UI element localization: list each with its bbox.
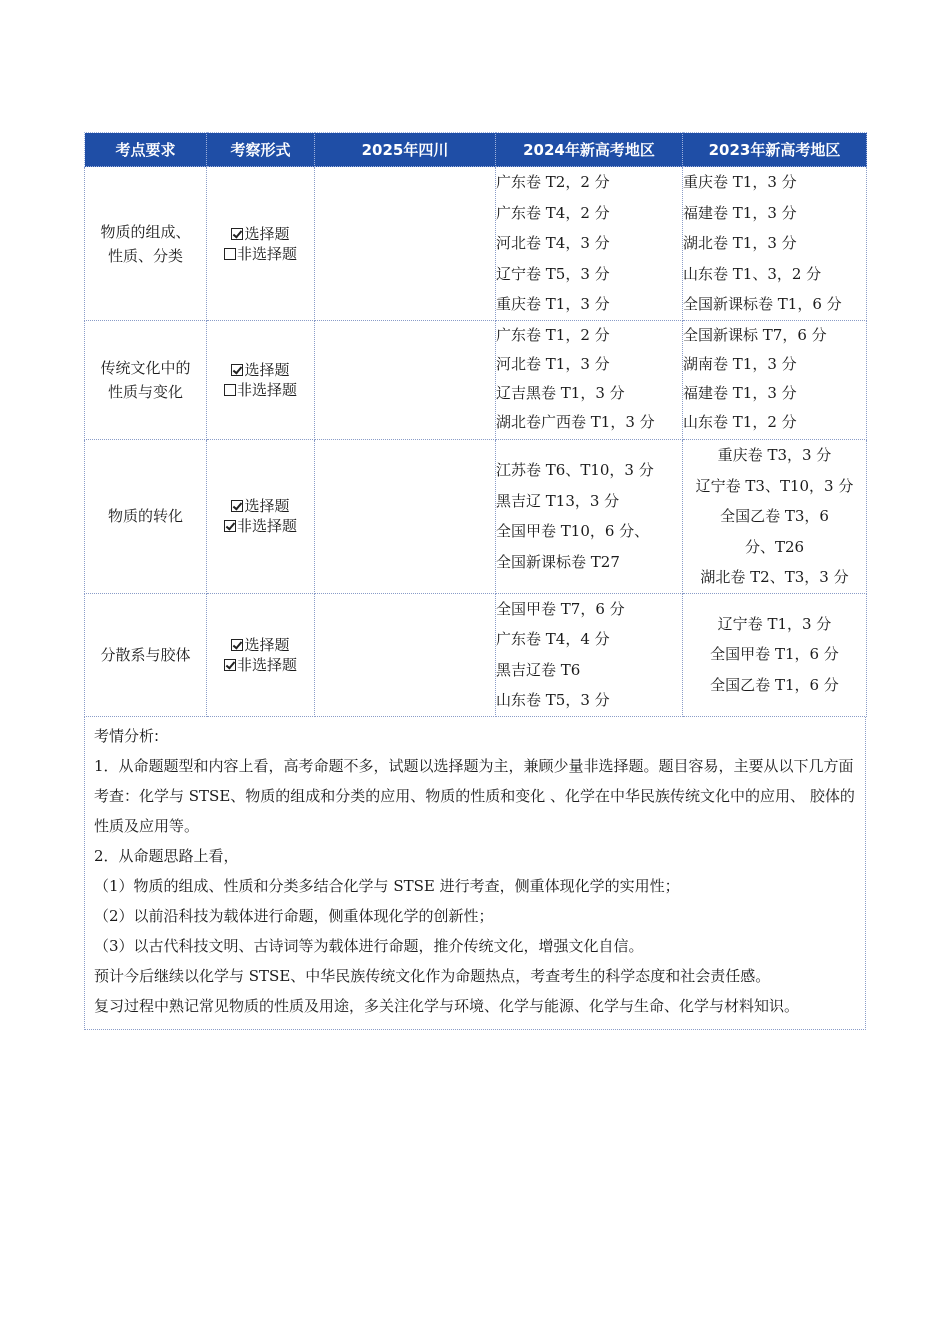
form-option	[207, 380, 314, 400]
y2023-cell	[683, 440, 867, 594]
form-option	[207, 496, 314, 516]
exam-entry: 全国甲卷 T7，6 分	[496, 599, 625, 618]
checked-box-icon	[231, 228, 243, 240]
exam-entry: 全国乙卷 T1，6 分	[710, 675, 839, 694]
analysis-paragraph: 复习过程中熟记常见物质的性质及用途，多关注化学与环境、化学与能源、化学与生命、化学与材料知识。	[94, 996, 800, 1015]
table-row	[85, 321, 867, 440]
topic-text: 传统文化中的	[100, 359, 191, 377]
form-option	[207, 655, 314, 675]
table-row	[85, 593, 867, 716]
form-label: 非选择题	[236, 655, 297, 674]
form-option	[207, 635, 314, 655]
checked-box-icon	[224, 659, 236, 671]
y2024-cell	[496, 440, 683, 594]
analysis-paragraph: （3）以古代科技文明、古诗词等为载体进行命题，推介传统文化，增强文化自信。	[94, 936, 644, 955]
exam-entry: 重庆卷 T3，3 分	[717, 446, 832, 464]
exam-entry: 湖北卷 T1，3 分	[683, 234, 797, 252]
form-cell	[207, 321, 315, 440]
form-cell	[207, 167, 315, 321]
analysis-paragraph: （2）以前沿科技为载体进行命题，侧重体现化学的创新性；	[94, 906, 494, 925]
exam-entry: 江苏卷 T6、T10，3 分	[496, 461, 654, 480]
y2023-cell	[683, 593, 867, 716]
header-2024: 2024年新高考地区	[496, 133, 683, 167]
exam-entry: 广东卷 T2，2 分	[496, 173, 610, 191]
topic-cell	[85, 167, 207, 321]
sichuan-2025-cell	[315, 440, 496, 594]
unchecked-box-icon	[224, 248, 236, 260]
header-form: 考察形式	[207, 133, 315, 167]
form-label: 非选择题	[236, 381, 297, 399]
analysis-paragraph: 1．从命题题型和内容上看，高考命题不多，试题以选择题为主，兼顾少量非选择题。题目容易，主要从以下几方面考查：化学与 STSE、物质的组成和分类的应用、物质的性质和变化 、化学在中华民族传统文化中的应用、 胶体的性质及应用等。	[94, 756, 855, 835]
header-2025-sichuan: 2025年四川	[315, 133, 496, 167]
exam-entry: 重庆卷 T1，3 分	[496, 295, 610, 313]
form-option	[207, 360, 314, 380]
exam-entry: 河北卷 T4，3 分	[496, 234, 610, 252]
topic-text: 物质的组成、	[100, 222, 191, 241]
exam-entry: 重庆卷 T1，3 分	[683, 173, 797, 191]
topic-text: 性质与变化	[107, 383, 183, 401]
y2024-cell	[496, 593, 683, 716]
exam-entry: 辽宁卷 T1，3 分	[717, 614, 832, 633]
exam-entry: 湖北卷 T2、T3，3 分	[700, 568, 849, 586]
table-row	[85, 167, 867, 321]
exam-entry: 全国新课标卷 T1，6 分	[683, 295, 842, 313]
checked-box-icon	[231, 639, 243, 651]
topic-text: 物质的转化	[107, 507, 183, 526]
exam-analysis-table	[84, 132, 867, 717]
exam-entry: 广东卷 T4，4 分	[496, 630, 610, 648]
exam-entry: 全国乙卷 T3，6	[720, 507, 829, 525]
form-cell	[207, 593, 315, 716]
exam-entry: 山东卷 T5，3 分	[496, 691, 610, 709]
exam-entry: 山东卷 T1、3，2 分	[683, 264, 822, 283]
header-topic: 考点要求	[85, 133, 207, 167]
form-label: 选择题	[244, 497, 290, 516]
form-cell	[207, 440, 315, 594]
exam-entry: 辽吉黑卷 T1，3 分	[496, 384, 625, 402]
exam-entry: 黑吉辽卷 T6	[496, 660, 581, 679]
exam-entry: 分、T26	[744, 537, 805, 556]
form-label: 选择题	[244, 361, 290, 379]
form-label: 非选择题	[236, 244, 297, 263]
exam-entry: 全国新课标卷 T27	[496, 552, 620, 571]
y2024-cell	[496, 167, 683, 321]
sichuan-2025-cell	[315, 593, 496, 716]
analysis-section	[84, 717, 866, 1030]
document	[84, 132, 866, 1030]
table-row	[85, 440, 867, 594]
exam-entry: 辽宁卷 T5，3 分	[496, 264, 610, 283]
topic-cell	[85, 593, 207, 716]
topic-cell	[85, 440, 207, 594]
exam-entry: 全国新课标 T7，6 分	[683, 326, 827, 344]
exam-entry: 辽宁卷 T3、T10，3 分	[695, 476, 854, 495]
exam-entry: 广东卷 T4，2 分	[496, 203, 610, 222]
analysis-paragraph: 预计今后继续以化学与 STSE、中华民族传统文化作为命题热点，考查考生的科学态度和社会责任感。	[94, 966, 771, 985]
y2023-cell	[683, 167, 867, 321]
form-label: 选择题	[244, 635, 290, 654]
checked-box-icon	[231, 500, 243, 512]
analysis-title: 考情分析:	[94, 726, 160, 745]
analysis-paragraph: 2．从命题思路上看，	[94, 846, 239, 865]
exam-entry: 全国甲卷 T1，6 分	[710, 645, 839, 664]
analysis-paragraph: （1）物质的组成、性质和分类多结合化学与 STSE 进行考查，侧重体现化学的实用性；	[94, 876, 680, 895]
form-label: 选择题	[244, 224, 290, 243]
exam-entry: 山东卷 T1，2 分	[683, 413, 797, 431]
topic-text: 分散系与胶体	[100, 645, 191, 664]
exam-entry: 黑吉辽 T13，3 分	[496, 491, 620, 510]
checked-box-icon	[231, 364, 243, 376]
topic-cell	[85, 321, 207, 440]
checked-box-icon	[224, 520, 236, 532]
form-option	[207, 244, 314, 264]
y2023-cell	[683, 321, 867, 440]
form-label: 非选择题	[236, 517, 297, 536]
exam-entry: 福建卷 T1，3 分	[683, 384, 797, 402]
y2024-cell	[496, 321, 683, 440]
header-2023: 2023年新高考地区	[683, 133, 867, 167]
exam-entry: 河北卷 T1，3 分	[496, 355, 610, 373]
exam-entry: 湖南卷 T1，3 分	[683, 355, 797, 373]
exam-entry: 湖北卷广西卷 T1，3 分	[496, 413, 655, 431]
exam-entry: 全国甲卷 T10，6 分、	[496, 522, 650, 541]
sichuan-2025-cell	[315, 321, 496, 440]
sichuan-2025-cell	[315, 167, 496, 321]
form-option	[207, 516, 314, 536]
table-header-row	[85, 133, 867, 167]
form-option	[207, 224, 314, 244]
exam-entry: 福建卷 T1，3 分	[683, 203, 797, 222]
topic-text: 性质、分类	[107, 246, 183, 265]
unchecked-box-icon	[224, 384, 236, 396]
exam-entry: 广东卷 T1，2 分	[496, 326, 610, 344]
